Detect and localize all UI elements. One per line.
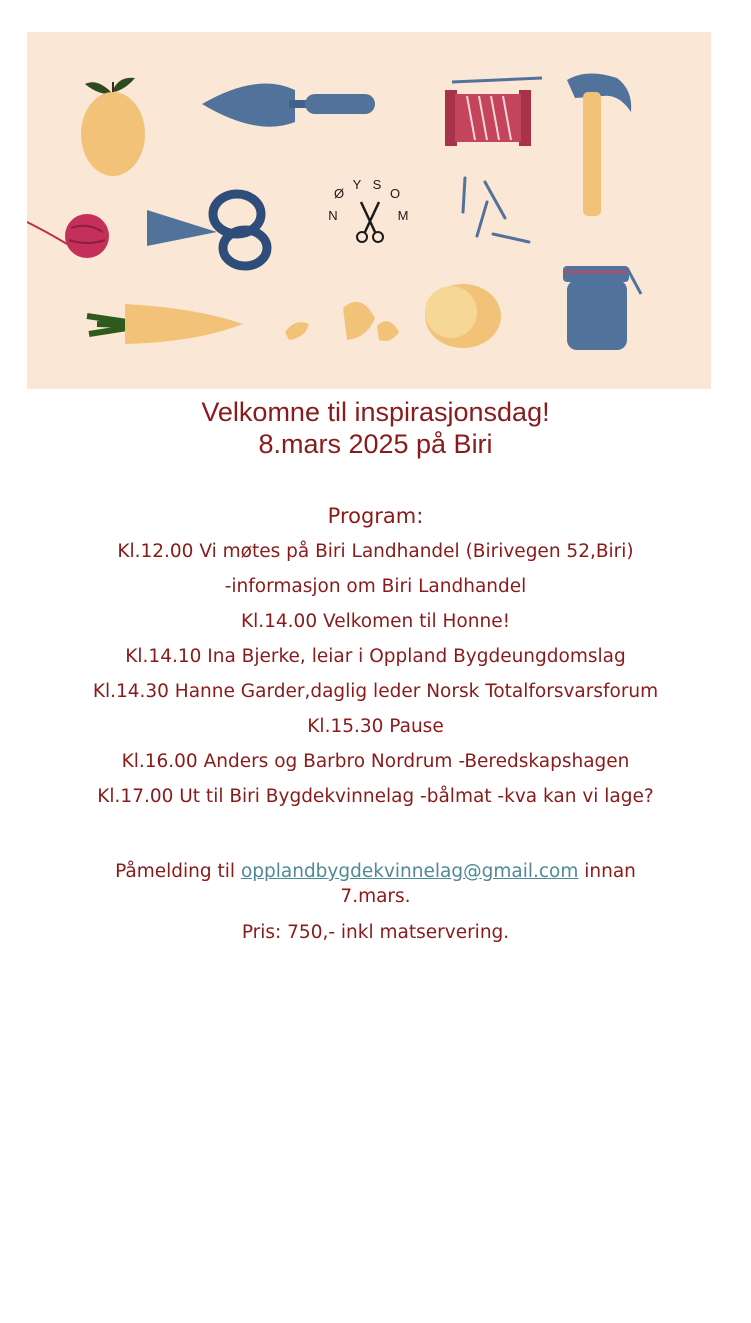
trowel-icon: [202, 84, 375, 127]
program-item: Kl.15.30 Pause: [307, 716, 444, 737]
logo-letter: Ø: [333, 186, 345, 201]
program-item: Kl.14.30 Hanne Garder,daglig leder Norsk Totalforsvarsforum: [92, 681, 659, 702]
signup-info: [60, 859, 691, 909]
title-line-2: 8.mars 2025 på Biri: [258, 429, 493, 459]
noysom-logo: [328, 177, 408, 242]
program-item: Kl.16.00 Anders og Barbro Nordrum -Beredskapshagen: [121, 751, 630, 772]
thread-spool-icon: [445, 78, 542, 146]
program-heading: Program:: [327, 504, 424, 528]
header-illustration: [27, 32, 711, 389]
main-content: [60, 396, 691, 945]
carrot-icon: [87, 304, 243, 344]
logo-letter: M: [397, 208, 409, 223]
title-line-1: Velkomne til inspirasjonsdag!: [201, 397, 550, 427]
program-item: Kl.17.00 Ut til Biri Bygdekvinnelag -bålmat -kva kan vi lage?: [97, 786, 654, 807]
signup-email-link[interactable]: opplandbygdekvinnelag@gmail.com: [240, 861, 579, 882]
logo-letter: O: [389, 186, 401, 201]
program-item: Kl.14.10 Ina Bjerke, leiar i Oppland Bygdeungdomslag: [125, 646, 626, 667]
hammer-icon: [567, 73, 631, 216]
program-item: -informasjon om Biri Landhandel: [224, 576, 527, 597]
jar-icon: [563, 266, 641, 350]
nails-icon: [463, 178, 529, 242]
logo-letter: S: [372, 177, 382, 192]
logo-letter: N: [328, 208, 338, 223]
vegetable-peels-icon: [285, 302, 399, 341]
signup-prefix: Påmelding til: [115, 861, 241, 882]
scissors-icon: [147, 194, 267, 266]
page-title: [60, 396, 691, 460]
yarn-ball-icon: [27, 214, 109, 258]
signup-suffix: innan 7.mars.: [340, 861, 636, 907]
lemon-icon: [81, 78, 145, 176]
logo-letter: Y: [352, 177, 362, 192]
program-item: Kl.12.00 Vi møtes på Biri Landhandel (Birivegen 52,Biri): [117, 541, 634, 562]
program-item: Kl.14.00 Velkomen til Honne!: [240, 611, 510, 632]
potato-icon: [425, 284, 501, 348]
price-info: Pris: 750,- inkl matservering.: [241, 922, 510, 943]
